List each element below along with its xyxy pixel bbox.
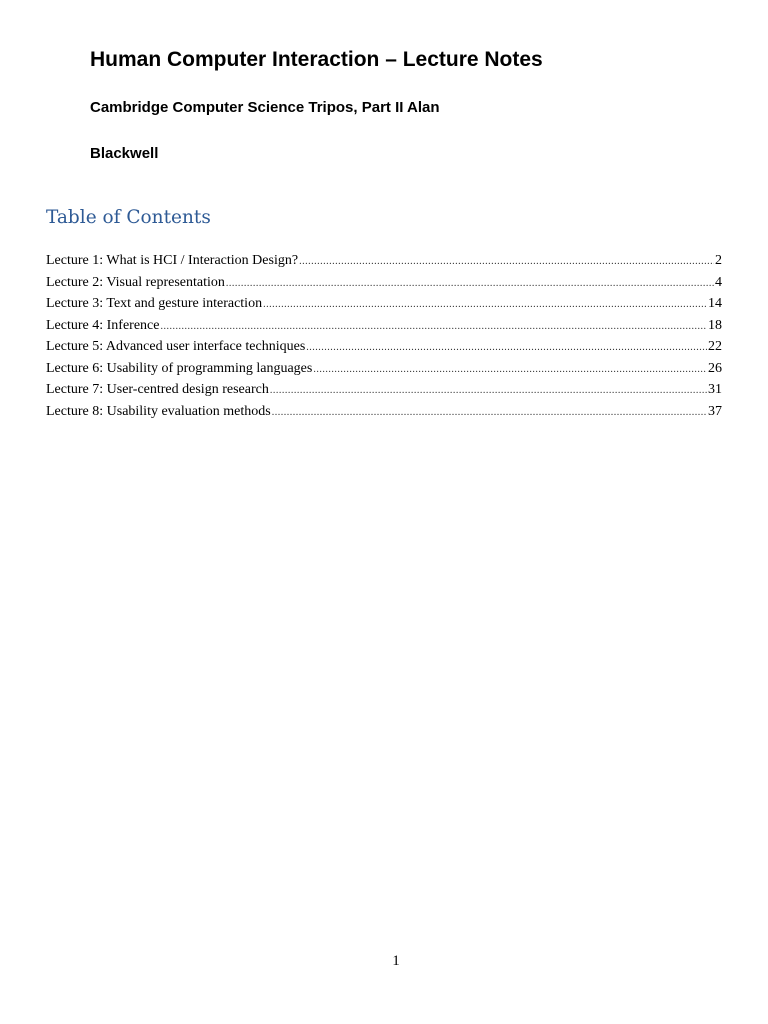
document-title: Human Computer Interaction – Lecture Notes (90, 48, 543, 71)
toc-dot-leader (270, 380, 707, 402)
toc-entry-page: 26 (708, 360, 722, 376)
document-author: Blackwell (90, 145, 159, 162)
toc-entry-label: Lecture 7: User-centred design research (46, 382, 269, 397)
toc-entry-label: Lecture 6: Usability of programming languages (46, 360, 313, 376)
toc-entry-lecture-7[interactable] (46, 379, 722, 401)
toc-entry-lecture-3[interactable] (46, 293, 722, 315)
toc-heading: Table of Contents (46, 207, 211, 228)
toc-entry-page: 2 (715, 253, 722, 268)
toc-entry-label: Lecture 3: Text and gesture interaction (46, 296, 263, 311)
toc-entry-lecture-5[interactable] (46, 336, 722, 358)
toc-entry-lecture-4[interactable] (46, 315, 722, 337)
toc-entry-page: 4 (715, 274, 722, 290)
toc-entry-page: 37 (708, 403, 722, 419)
toc-entry-page: 31 (708, 382, 722, 397)
toc-entry-lecture-1[interactable] (46, 250, 722, 272)
toc-entry-lecture-8[interactable] (46, 401, 722, 423)
toc-entry-page: 18 (708, 317, 722, 333)
toc-dot-leader (263, 294, 707, 316)
toc-dot-leader (272, 402, 707, 424)
toc-dot-leader (160, 316, 707, 338)
toc-entry-label: Lecture 2: Visual representation (46, 274, 225, 290)
toc-entry-label: Lecture 8: Usability evaluation methods (46, 403, 271, 419)
page-number: 1 (392, 953, 400, 969)
toc-dot-leader (226, 273, 714, 295)
toc-entry-lecture-2[interactable] (46, 272, 722, 294)
toc-dot-leader (299, 251, 714, 273)
toc-dot-leader (313, 359, 707, 381)
toc-entry-lecture-6[interactable] (46, 358, 722, 380)
toc-entry-page: 22 (708, 339, 722, 354)
toc-entry-label: Lecture 4: Inference (46, 317, 160, 333)
toc-entry-label: Lecture 1: What is HCI / Interaction Design? (46, 253, 299, 268)
toc-entry-label: Lecture 5: Advanced user interface techniques (46, 339, 306, 354)
document-subtitle: Cambridge Computer Science Tripos, Part II Alan (90, 99, 440, 116)
toc-dot-leader (306, 337, 707, 359)
table-of-contents (46, 250, 722, 422)
toc-entry-page: 14 (708, 296, 722, 311)
